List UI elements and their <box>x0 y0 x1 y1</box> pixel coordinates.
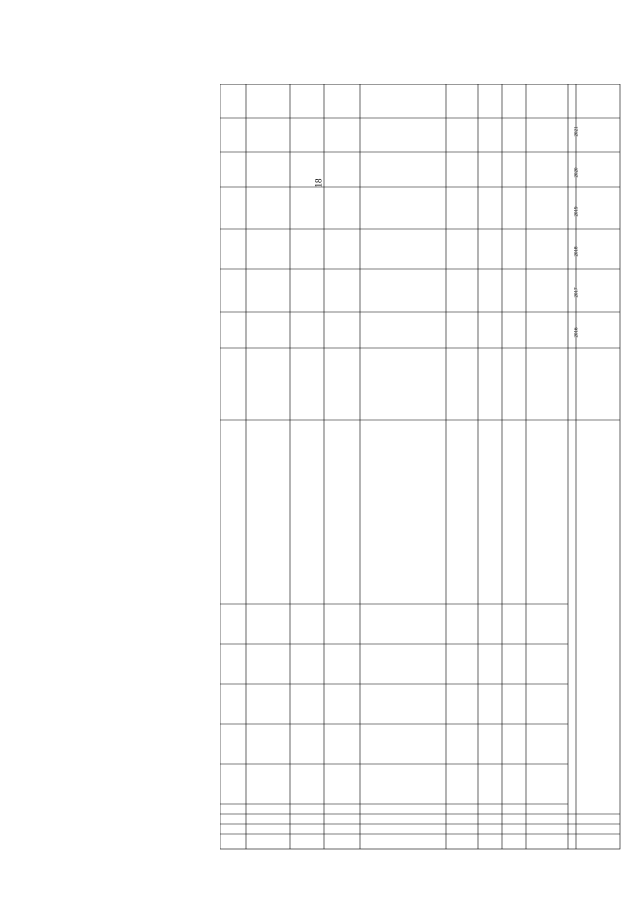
year-2019: 2019 <box>574 206 580 217</box>
year-2016: 2016 <box>574 327 580 338</box>
kbk-code-columns <box>216 84 224 854</box>
rotated-table <box>220 84 625 854</box>
year-2017: 2017 <box>574 287 580 298</box>
year-2018: 2018 <box>574 246 580 257</box>
year-2021: 2021 <box>574 126 580 137</box>
page-number: 18 <box>313 178 324 188</box>
year-2020: 2020 <box>574 167 580 178</box>
table-grid <box>220 84 625 854</box>
